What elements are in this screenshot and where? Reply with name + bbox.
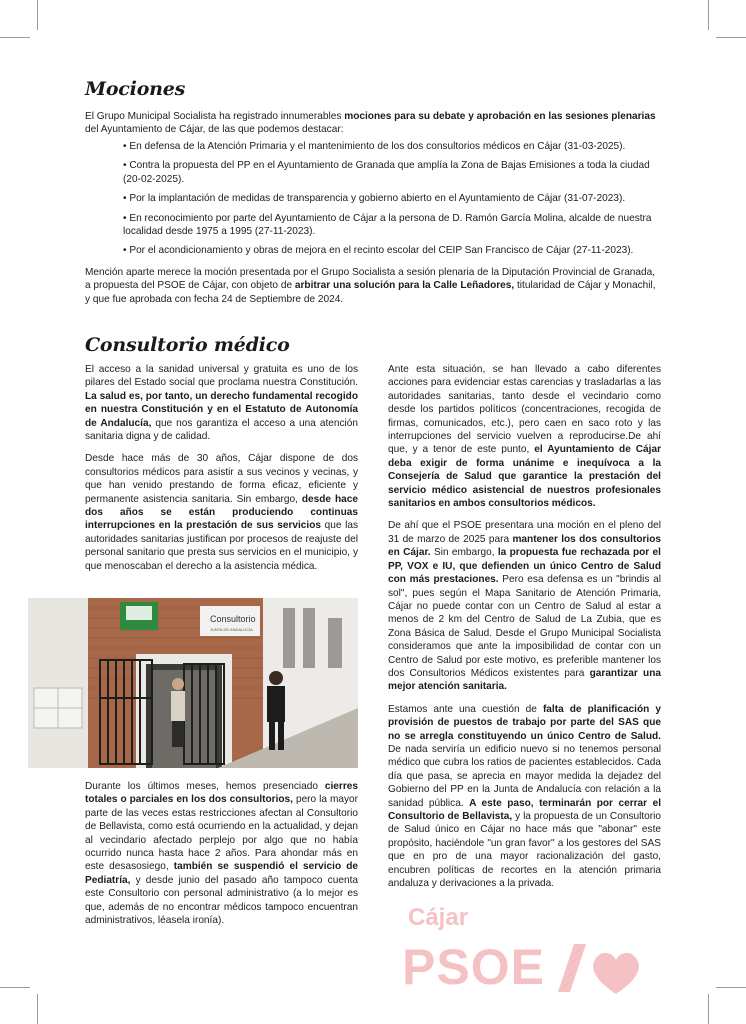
consultorio-title: Consultorio médico [85, 334, 290, 356]
run-bold: mantener los dos consultorios en Cájar. [388, 533, 661, 559]
consultorio-photo [28, 598, 358, 768]
run: Durante los últimos meses, hemos presenciado [85, 781, 325, 792]
run: Estamos ante una cuestión de [388, 703, 543, 715]
slash-heart-icon [552, 940, 642, 1000]
right-column [388, 363, 661, 899]
run: Pero esa defensa es un "brindis al sol", pues según el Mapa Sanitario de Atención Primaria, Cájar no puede contar con un Centro de Salud al estar a menos de 2 km del Centro de Salud de La Zubia, que es Zona Básica de Salud. Desde el Grupo Municipal Socialista consideramos que ante la imposibilidad de contar con un Centro de Salud por este motivo, es preferible mantener los dos Consultorios Médicos existentes para [388, 574, 661, 679]
mociones-list [123, 140, 663, 264]
paragraph [85, 452, 358, 573]
run-bold: cierres totales o parciales en los dos consultorios, [85, 781, 358, 806]
photo-sign-sub: JUNTA DE ANDALUCÍA [210, 627, 253, 632]
run: De ahí que el PSOE presentara una moción en el pleno del 31 de marzo de 2025 para [388, 520, 661, 545]
run-bold: falta de planificación y provisión de puestos de trabajo por parte del SAS que no se arregla constituyendo un único Centro de Salud. [388, 703, 661, 742]
run: y la propuesta de un Consultorio de Salud único en Cájar no hace más que "abonar" este propósito, haciéndole "un gran favor" a los gestores del SAS que en pro de una mayor racionalización del gasto, encubren políticas de recortes en la atención primaria andaluza y derivaciones a la privada. [388, 811, 661, 890]
brand-city: Cájar [408, 904, 469, 931]
run: que nos garantiza el acceso a una atención sanitaria digna y de calidad. [85, 417, 359, 443]
list-item: • Por la implantación de medidas de transparencia y gobierno abierto en el Ayuntamiento de Cájar (31-07-2023). [123, 193, 626, 205]
crop-mark [716, 37, 746, 38]
paragraph [85, 363, 358, 443]
closing-run: Mención aparte merece la moción presentada por el Grupo Socialista a sesión plenaria de la Diputación Provincial de Granada, a propuesta del PSOE de Cájar, con objeto de [85, 267, 656, 292]
paragraph [85, 780, 358, 927]
crop-mark [37, 994, 38, 1024]
mociones-title: Mociones [85, 78, 186, 100]
run: y desde junio del pasado año tampoco cuenta este Consultorio con personal administrativo (a lo mejor es que, además de no encontrar médicos tampoco encuentran administrativos, léasela ironía). [85, 874, 358, 927]
crop-mark [716, 987, 746, 988]
list-item: • En defensa de la Atención Primaria y el mantenimiento de los dos consultorios médicos en Cájar (31-03-2025). [123, 141, 626, 152]
intro-run: El Grupo Municipal Socialista ha registrado innumerables [85, 111, 345, 122]
run-bold: A este paso, terminarán por cerrar el Consultorio de Bellavista, [388, 797, 661, 822]
crop-mark [37, 0, 38, 30]
run-bold: también se suspendió el servicio de Pediatría, [85, 861, 359, 886]
crop-mark [0, 37, 30, 38]
crop-mark [708, 994, 709, 1024]
run: El acceso a la sanidad universal y gratuita es uno de los pilares del Estado social que proclama nuestra Constitución. [85, 364, 358, 389]
left-column-bottom [85, 780, 358, 936]
mociones-closing [85, 266, 660, 306]
crop-mark [708, 0, 709, 30]
mociones-intro [85, 110, 660, 137]
run: De nada serviría un edificio nuevo si no tenemos personal médico que cubra los ratios de pacientes establecidos. Cada día que pasa, se aprecia en mayor medida la dejadez del Gobierno del PP en la Junta de Andalucía con relación a la sanidad pública. [388, 743, 661, 809]
brand-name: PSOE [402, 939, 545, 995]
psoe-logo [402, 904, 652, 1004]
run: Ante esta situación, se han llevado a cabo diferentes acciones para evidenciar estas carencias y trasladarlas a las autoridades sanitarias, tanto desde el vecindario como desde los partidos políticos (concentraciones, recogida de firmas, comunicados, etc.), pero caen en saco roto y las interrupciones del servicio vuelven a reproducirse.De ahí que, y a tenor de este punto, [388, 364, 661, 456]
photo-sign-text: Consultorio [210, 614, 256, 624]
run-bold: La salud es, por tanto, un derecho fundamental recogido en nuestra Constitución y en el Estatuto de Autonomía de Andalucía, [85, 390, 358, 429]
run: pero la mayor parte de las veces estas restricciones afectan al Consultorio de Bellavista, como está ocurriendo en la actualidad, y dejan al vecindario afectado perplejo por algo que no había ocurrido nunca hasta hace 2 años. Para ahondar más en este desasosiego, [85, 794, 358, 873]
paragraph [388, 519, 661, 693]
paragraph [388, 363, 661, 510]
run: Sin embargo, [430, 547, 498, 559]
crop-mark [0, 987, 30, 988]
run-bold: garantizar una mejor atención sanitaria. [388, 667, 661, 693]
closing-run: titularidad de Cájar y Monachil, y que fue aprobada con fecha 24 de Septiembre de 2024. [85, 280, 656, 305]
list-item: • Por el acondicionamiento y obras de mejora en el recinto escolar del CEIP San Francisco de Cájar (27-11-2023). [123, 245, 634, 257]
consultorio-photo-illustration [28, 598, 358, 768]
closing-run-bold: arbitrar una solución para la Calle Leñadores, [294, 280, 515, 292]
run-bold: la propuesta fue rechazada por el PP, VOX e IU, que defienden un único Centro de Salud con más prestaciones. [388, 547, 661, 586]
list-item: • En reconocimiento por parte del Ayuntamiento de Cájar a la persona de D. Ramón García Molina, alcalde de nuestra localidad desde 1975 a 1995 (27-11-2023). [123, 212, 652, 238]
left-column [85, 363, 358, 582]
intro-run-bold: mociones para su debate y aprobación en las sesiones plenarias [344, 111, 656, 122]
run: Desde hace más de 30 años, Cájar dispone de dos consultorios médicos para asistir a sus vecinos y vecinas, y que han venido prestando de forma eficaz, eficiente y permanente asistencia sanitaria. Sin embargo, [85, 453, 358, 505]
list-item: • Contra la propuesta del PP en el Ayuntamiento de Granada que amplía la Zona de Bajas Emisiones a toda la ciudad (20-02-2025). [123, 160, 650, 185]
run-bold: el Ayuntamiento de Cájar deba exigir de forma unánime e inequívoca a la Consejería de Salud que garantice la prestación del servicio médico asistencial de nuestros profesionales sanitarios en ambos consultorios médicos. [388, 444, 662, 510]
run-bold: desde hace dos años se están produciendo continuas interrupciones en la prestación de sus servicios [85, 493, 359, 532]
run: que las autoridades sanitarias justifican por procesos de reajuste del personal sanitario que presta sus servicios en el municipio, y que menoscaban el derecho a la asistencia médica. [85, 520, 358, 572]
paragraph [388, 703, 661, 891]
intro-run: del Ayuntamiento de Cájar, de las que podemos destacar: [85, 124, 344, 136]
